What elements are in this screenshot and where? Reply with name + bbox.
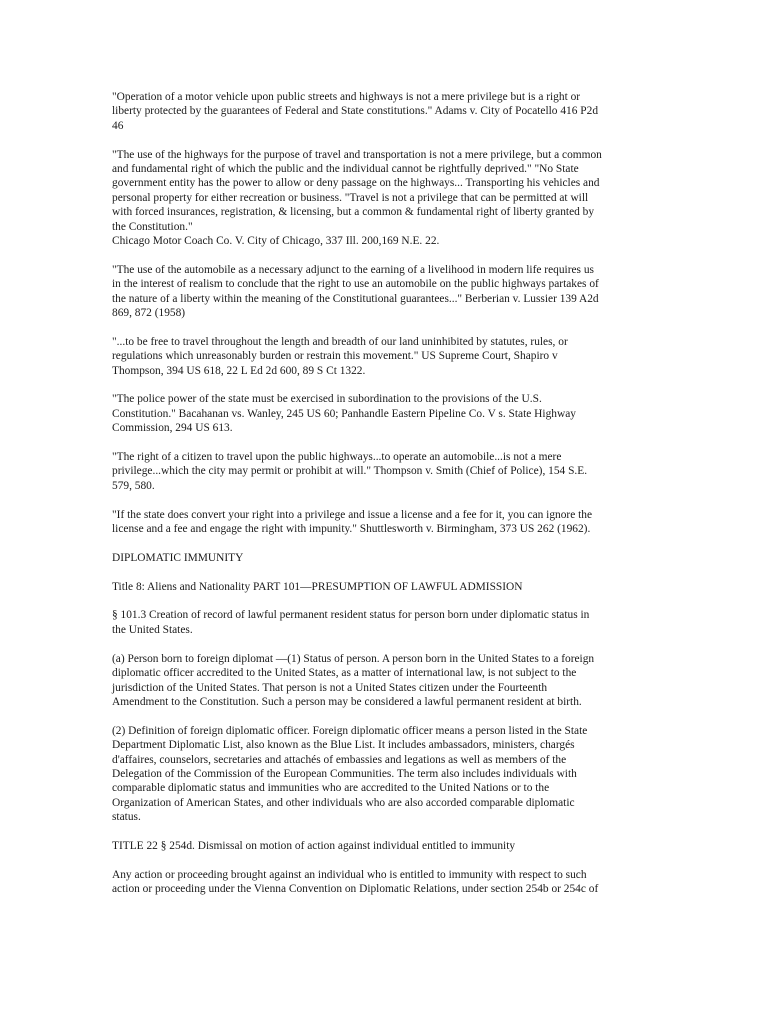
text-line: Chicago Motor Coach Co. V. City of Chicago, 337 Ill. 200,169 N.E. 22. bbox=[112, 235, 440, 248]
text-line: (2) Definition of foreign diplomatic officer. Foreign diplomatic officer means a person listed in the State bbox=[112, 724, 588, 737]
paragraph bbox=[112, 580, 660, 594]
paragraph bbox=[112, 148, 660, 249]
paragraph bbox=[112, 652, 660, 710]
text-line: Constitution." Bacahanan vs. Wanley, 245 US 60; Panhandle Eastern Pipeline Co. V s. State Highway bbox=[112, 407, 576, 420]
text-line: in the interest of realism to conclude that the right to use an automobile on the public highways partakes of bbox=[112, 278, 599, 291]
paragraph bbox=[112, 508, 660, 537]
text-line: government entity has the power to allow or deny passage on the highways... Transporting his vehicles and bbox=[112, 177, 600, 190]
text-line: "Operation of a motor vehicle upon public streets and highways is not a mere privilege but is a right or bbox=[112, 91, 581, 103]
text-line: "The police power of the state must be exercised in subordination to the provisions of the U.S. bbox=[112, 393, 542, 406]
text-line: d'affaires, counselors, secretaries and attachés of embassies and legations as well as members of the bbox=[112, 753, 567, 766]
text-line: license and a fee and engage the right with impunity." Shuttlesworth v. Birmingham, 373 US 262 (1962). bbox=[112, 523, 591, 536]
paragraph bbox=[112, 868, 660, 897]
text-line: diplomatic officer accredited to the United States, as a matter of international law, is not subject to the bbox=[112, 667, 577, 680]
paragraph bbox=[112, 90, 660, 133]
paragraph bbox=[112, 392, 660, 435]
text-line: comparable diplomatic status and immunities who are accredited to the United Nations or to the bbox=[112, 782, 550, 795]
text-line: privilege...which the city may permit or prohibit at will." Thompson v. Smith (Chief of Police), 154 S.E. bbox=[112, 465, 588, 478]
text-line: "If the state does convert your right into a privilege and issue a license and a fee for it, you can ignore the bbox=[112, 508, 593, 521]
text-line: 869, 872 (1958) bbox=[112, 307, 186, 320]
text-line: regulations which unreasonably burden or restrain this movement." US Supreme Court, Shapiro v bbox=[112, 350, 558, 363]
text-line: and fundamental right of which the public and the individual cannot be rightfully deprived." "No State bbox=[112, 163, 579, 176]
paragraph bbox=[112, 608, 660, 637]
text-line: "...to be free to travel throughout the length and breadth of our land uninhibited by statutes, rules, or bbox=[112, 335, 568, 348]
text-line: Title 8: Aliens and Nationality PART 101—PRESUMPTION OF LAWFUL ADMISSION bbox=[112, 580, 523, 593]
paragraph bbox=[112, 839, 660, 853]
paragraph bbox=[112, 724, 660, 825]
text-line: 579, 580. bbox=[112, 479, 155, 492]
text-line: jurisdiction of the United States. That person is not a United States citizen under the Fourteenth bbox=[112, 681, 548, 694]
text-line: the United States. bbox=[112, 623, 193, 636]
text-line: Commission, 294 US 613. bbox=[112, 422, 233, 435]
text-line: (a) Person born to foreign diplomat —(1) Status of person. A person born in the United States to a foreign bbox=[112, 652, 595, 665]
text-line: Organization of American States, and other individuals who are also accorded comparable diplomatic bbox=[112, 796, 575, 809]
text-line: Any action or proceeding brought against an individual who is entitled to immunity with respect to such bbox=[112, 868, 587, 881]
paragraph bbox=[112, 551, 660, 565]
paragraph bbox=[112, 263, 660, 321]
text-line: TITLE 22 § 254d. Dismissal on motion of action against individual entitled to immunity bbox=[112, 839, 516, 852]
text-line: liberty protected by the guarantees of Federal and State constitutions." Adams v. City of Pocatello 416 P2d bbox=[112, 105, 599, 118]
text-line: "The use of the automobile as a necessary adjunct to the earning of a livelihood in modern life requires us bbox=[112, 263, 594, 276]
text-line: personal property for either recreation or business. "Travel is not a privilege that can be permitted at will bbox=[112, 191, 589, 204]
document-page bbox=[112, 90, 660, 911]
text-line: "The use of the highways for the purpose of travel and transportation is not a mere privilege, but a common bbox=[112, 148, 602, 161]
text-line: Department Diplomatic List, also known as the Blue List. It includes ambassadors, ministers, chargés bbox=[112, 739, 575, 752]
text-line: Thompson, 394 US 618, 22 L Ed 2d 600, 89 S Ct 1322. bbox=[112, 364, 366, 377]
text-line: Delegation of the Commission of the European Communities. The term also includes individuals with bbox=[112, 767, 577, 780]
text-line: "The right of a citizen to travel upon the public highways...to operate an automobile...is not a mere bbox=[112, 451, 562, 464]
text-line: § 101.3 Creation of record of lawful permanent resident status for person born under diplomatic status in bbox=[112, 609, 590, 622]
text-line: status. bbox=[112, 811, 141, 824]
text-line: Amendment to the Constitution. Such a person may be considered a lawful permanent resident at birth. bbox=[112, 695, 582, 708]
text-line: DIPLOMATIC IMMUNITY bbox=[112, 551, 244, 564]
text-line: with forced insurances, registration, & licensing, but a common & fundamental right of liberty granted by bbox=[112, 206, 595, 219]
text-line: action or proceeding under the Vienna Convention on Diplomatic Relations, under section 254b or 254c of bbox=[112, 883, 599, 896]
text-line: the nature of a liberty within the meaning of the Constitutional guarantees..." Berberian v. Lussier 139 A2d bbox=[112, 292, 599, 305]
text-line: 46 bbox=[112, 119, 124, 132]
paragraph bbox=[112, 450, 660, 493]
text-line: the Constitution." bbox=[112, 220, 193, 233]
paragraph bbox=[112, 335, 660, 378]
